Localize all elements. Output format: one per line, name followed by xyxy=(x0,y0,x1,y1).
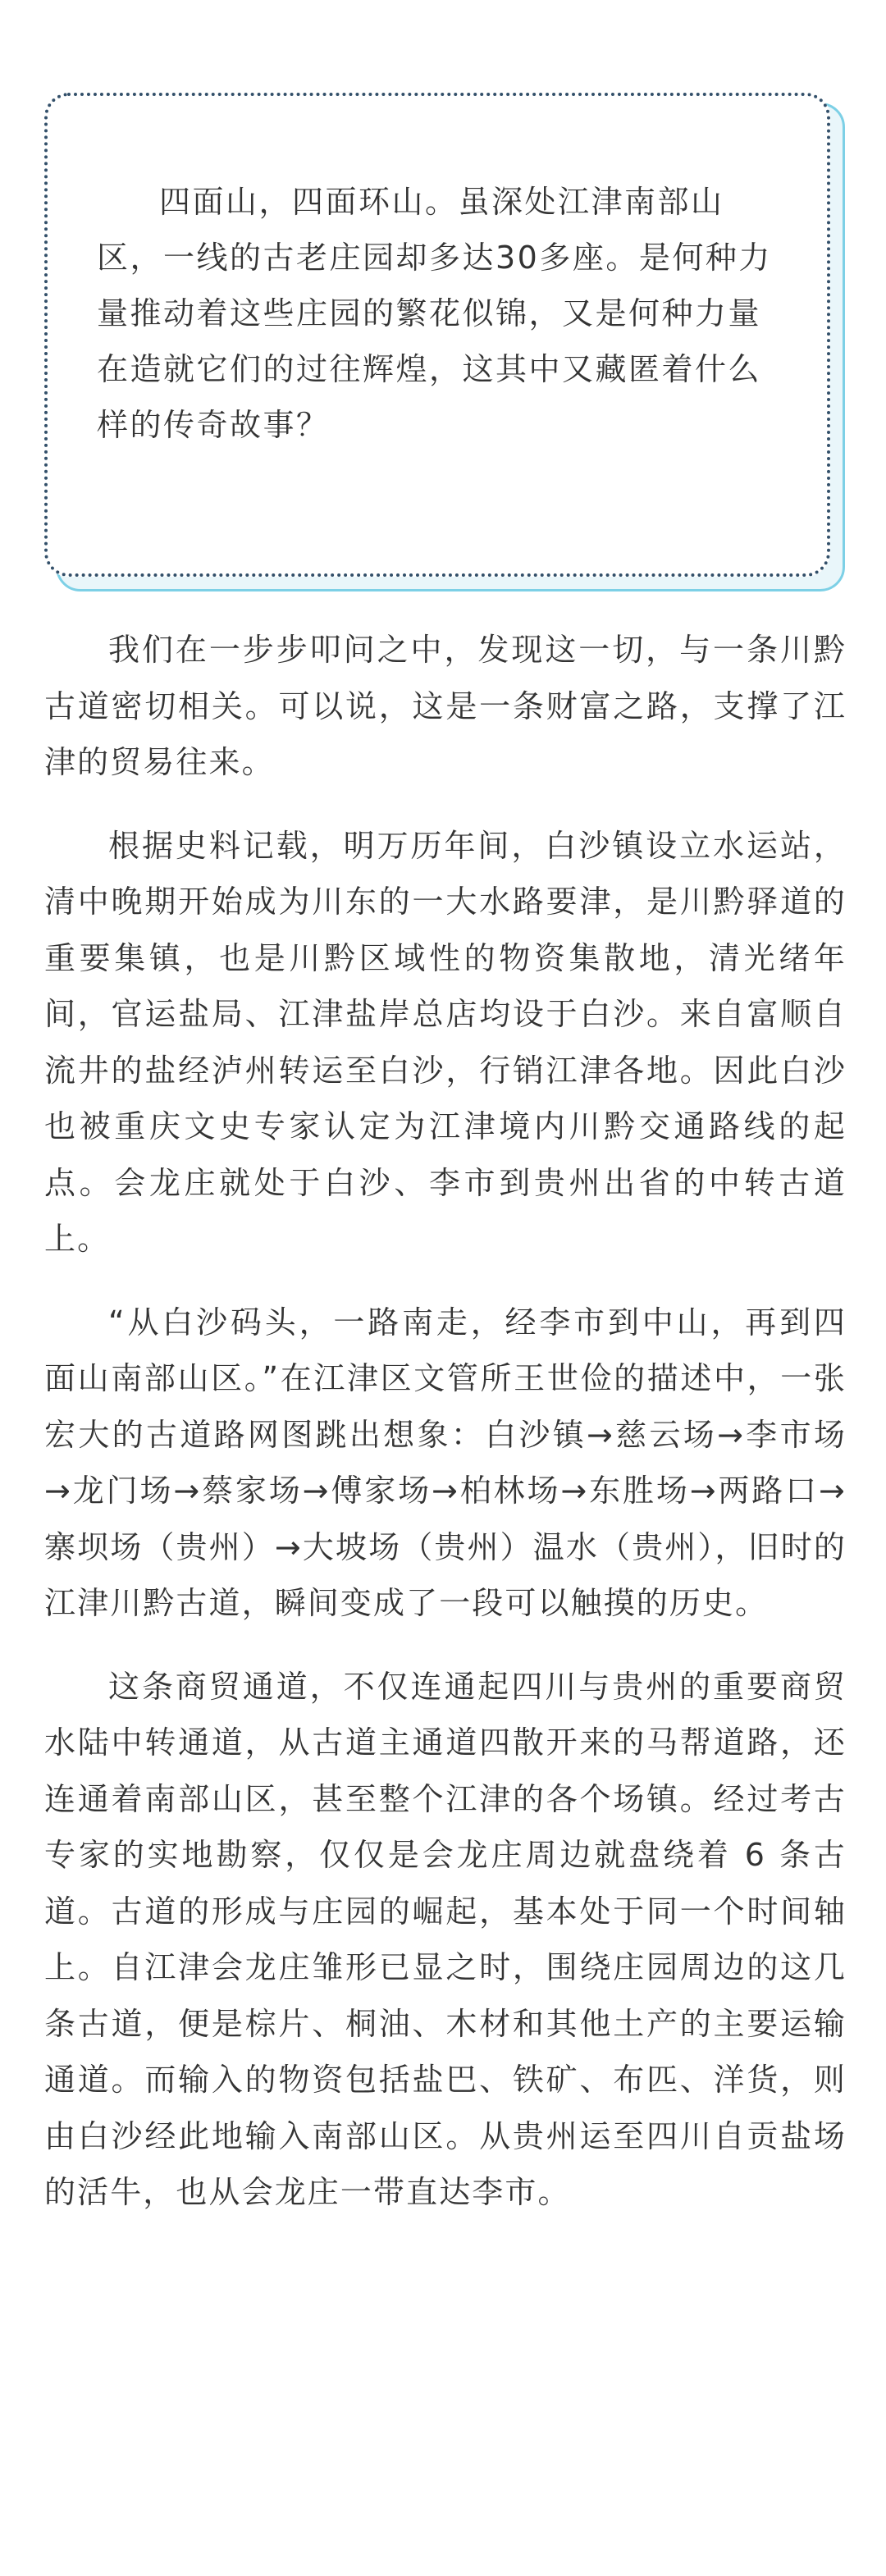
article-paragraph-4: 这条商贸通道，不仅连通起四川与贵州的重要商贸水陆中转通道，从古道主通道四散开来的马帮道路，还连通着南部山区，甚至整个江津的各个场镇。经过考古专家的实地勘察，仅仅是会龙庄周边就盘绕着 6 条古道。古道的形成与庄园的崛起，基本处于同一个时间轴上。自江津会龙庄雏形已显之时，围绕庄园周边的这几条古道，便是棕片、桐油、木材和其他土产的主要运输通道。而输入的物资包括盐巴、铁矿、布匹、洋货，则由白沙经此地输入南部山区。从贵州运至四川自贡盐场的活牛，也从会龙庄一带直达李市。 xyxy=(44,1668,847,2210)
intro-text: 四面山，四面环山。虽深处江津南部山区，一线的古老庄园却多达30多座。是何种力量推动着这些庄园的繁花似锦，又是何种力量在造就它们的过往辉煌，这其中又藏匿着什么样的传奇故事？ xyxy=(97,184,772,443)
article-paragraph-3: “从白沙码头，一路南走，经李市到中山，再到四面山南部山区。”在江津区文管所王世俭的描述中，一张宏大的古道路网图跳出想象：白沙镇→慈云场→李市场→龙门场→蔡家场→傅家场→柏林场→东胜场→两路口→寨坝场（贵州）→大坡场（贵州）温水（贵州），旧时的江津川黔古道，瞬间变成了一段可以触摸的历史。 xyxy=(44,1304,847,1621)
article-body xyxy=(44,622,847,2248)
intro-card-body xyxy=(44,93,830,577)
article-paragraph-2: 根据史料记载，明万历年间，白沙镇设立水运站，清中晚期开始成为川东的一大水路要津，是川黔驿道的重要集镇，也是川黔区域性的物资集散地，清光绪年间，官运盐局、江津盐岸总店均设于白沙。来自富顺自流井的盐经泸州转运至白沙，行销江津各地。因此白沙也被重庆文史专家认定为江津境内川黔交通路线的起点。会龙庄就处于白沙、李市到贵州出省的中转古道上。 xyxy=(44,827,847,1257)
intro-card xyxy=(44,93,842,585)
article-paragraph-1: 我们在一步步叩问之中，发现这一切，与一条川黔古道密切相关。可以说，这是一条财富之路，支撑了江津的贸易往来。 xyxy=(44,632,847,780)
